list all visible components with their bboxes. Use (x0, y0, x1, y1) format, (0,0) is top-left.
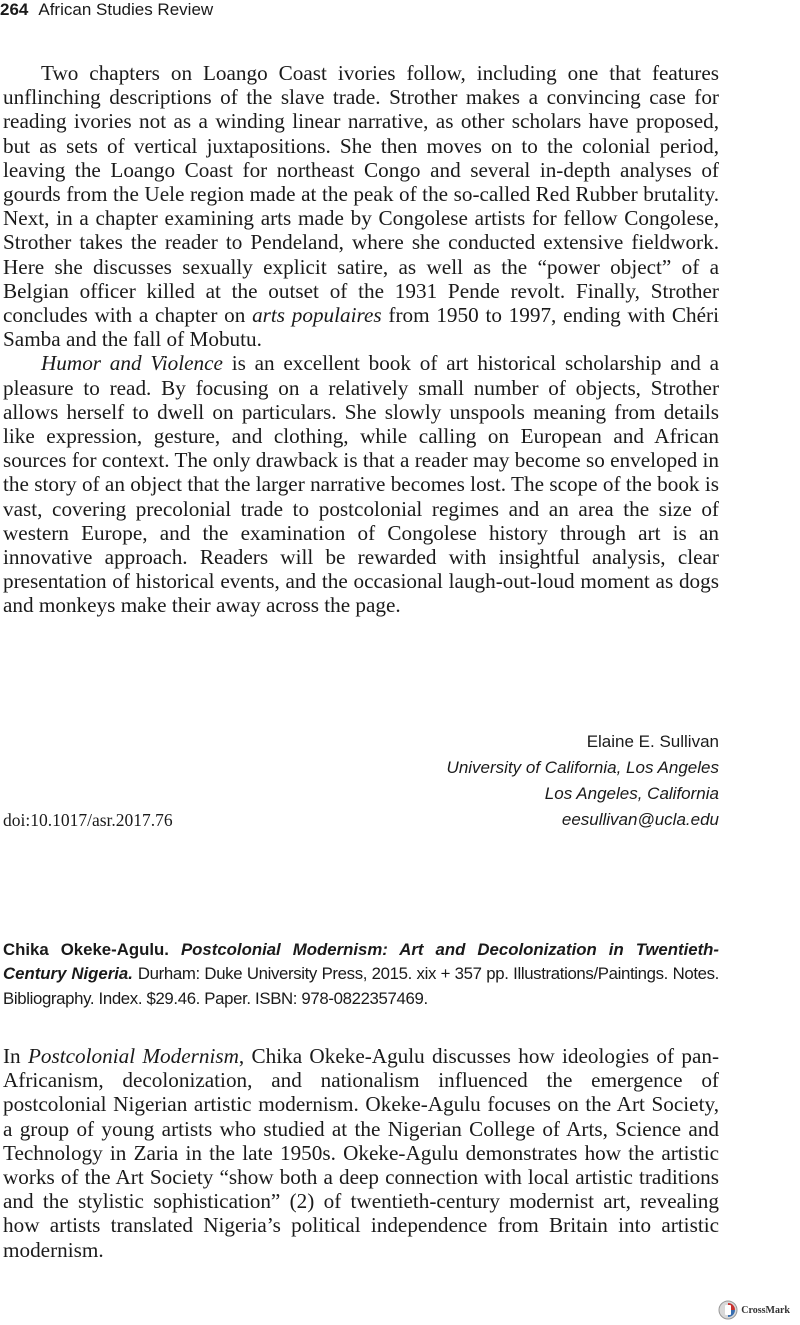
page-number: 264 (0, 0, 29, 19)
reviewer-email[interactable]: eesullivan@ucla.edu (561, 810, 719, 829)
reviewer-signature (447, 729, 719, 833)
italic-term: arts populaires (252, 303, 382, 328)
review2-body (3, 1044, 719, 1262)
crossmark-badge[interactable] (718, 1299, 790, 1321)
crossmark-label: CrossMark (741, 1304, 790, 1316)
citation-publication: Durham: Duke University Press, 2015. xix + 357 pp. Illustrations/Paintings. Notes. Bibliography. Index. $29.46. Paper. ISBN: 978-0822357469. (3, 964, 719, 1008)
reviewer-institution: University of California, Los Angeles (446, 758, 719, 777)
paragraph-assessment: Humor and Violence is an excellent book of art historical scholarship and a pleasure to read. By focusing on a relatively small number of objects, Strother allows herself to dwell on particulars. She slowly unspools meaning from details like expression, gesture, and clothing, while calling on European and African sources for context. The only drawback is that a reader may become so enveloped in the story of an object that the larger narrative becomes lost. The scope of the book is vast, covering precolonial trade to postcolonial regimes and an area the size of western Europe, and the examination of Congolese history through art is an innovative approach. Readers will be rewarded with insightful analysis, clear presentation of historical events, and the occasional laugh-out-loud moment as dogs and monkeys make their away across the page. (3, 351, 719, 618)
book-title-italic: Humor and Violence (41, 351, 223, 376)
doi[interactable]: doi:10.1017/asr.2017.76 (3, 810, 173, 830)
running-header (0, 0, 213, 24)
journal-title: African Studies Review (38, 0, 214, 19)
review-body (3, 61, 719, 618)
book-citation (3, 938, 719, 1011)
reviewer-name: Elaine E. Sullivan (586, 732, 719, 751)
citation-author: Chika Okeke-Agulu. (3, 940, 169, 959)
italic-title: Postcolonial Modernism (27, 1044, 239, 1068)
paragraph-intro: In Postcolonial Modernism, Chika Okeke-Agulu discusses how ideologies of pan-Africanism, decolonization, and nationalism influenced the emergence of postcolonial Nigerian artistic modernism. Okeke-Agulu focuses on the Art Society, a group of young artists who studied at the Nigerian College of Arts, Science and Technology in Zaria in the late 1950s. Okeke-Agulu demonstrates how the artistic works of the Art Society “show both a deep connection with local artistic traditions and the stylistic sophistication” (2) of twentieth-century modernist art, revealing how artists translated Nigeria’s political independence from Britain into artistic modernism. (3, 1044, 720, 1262)
citation-title: Postcolonial Modernism: Art and Decolonization in Twentieth-Century Nigeria. (3, 940, 719, 984)
crossmark-icon (718, 1300, 738, 1320)
reviewer-location: Los Angeles, California (544, 784, 719, 803)
paragraph-chapters: Two chapters on Loango Coast ivories follow, including one that features unflinching descriptions of the slave trade. Strother makes a convincing case for reading ivories not as a winding linear narrative, as other scholars have proposed, but as sets of vertical juxtapositions. She then moves on to the colonial period, leaving the Loango Coast for northeast Congo and several in-depth analyses of gourds from the Uele region made at the peak of the so-called Red Rubber brutality. Next, in a chapter examining arts made by Congolese artists for fellow Congolese, Strother takes the reader to Pendeland, where she conducted extensive fieldwork. Here she discusses sexually explicit satire, as well as the “power object” of a Belgian officer killed at the outset of the 1931 Pende revolt. Finally, Strother concludes with a chapter on arts populaires from 1950 to 1997, ending with Chéri Samba and the fall of Mobutu. (3, 61, 719, 352)
